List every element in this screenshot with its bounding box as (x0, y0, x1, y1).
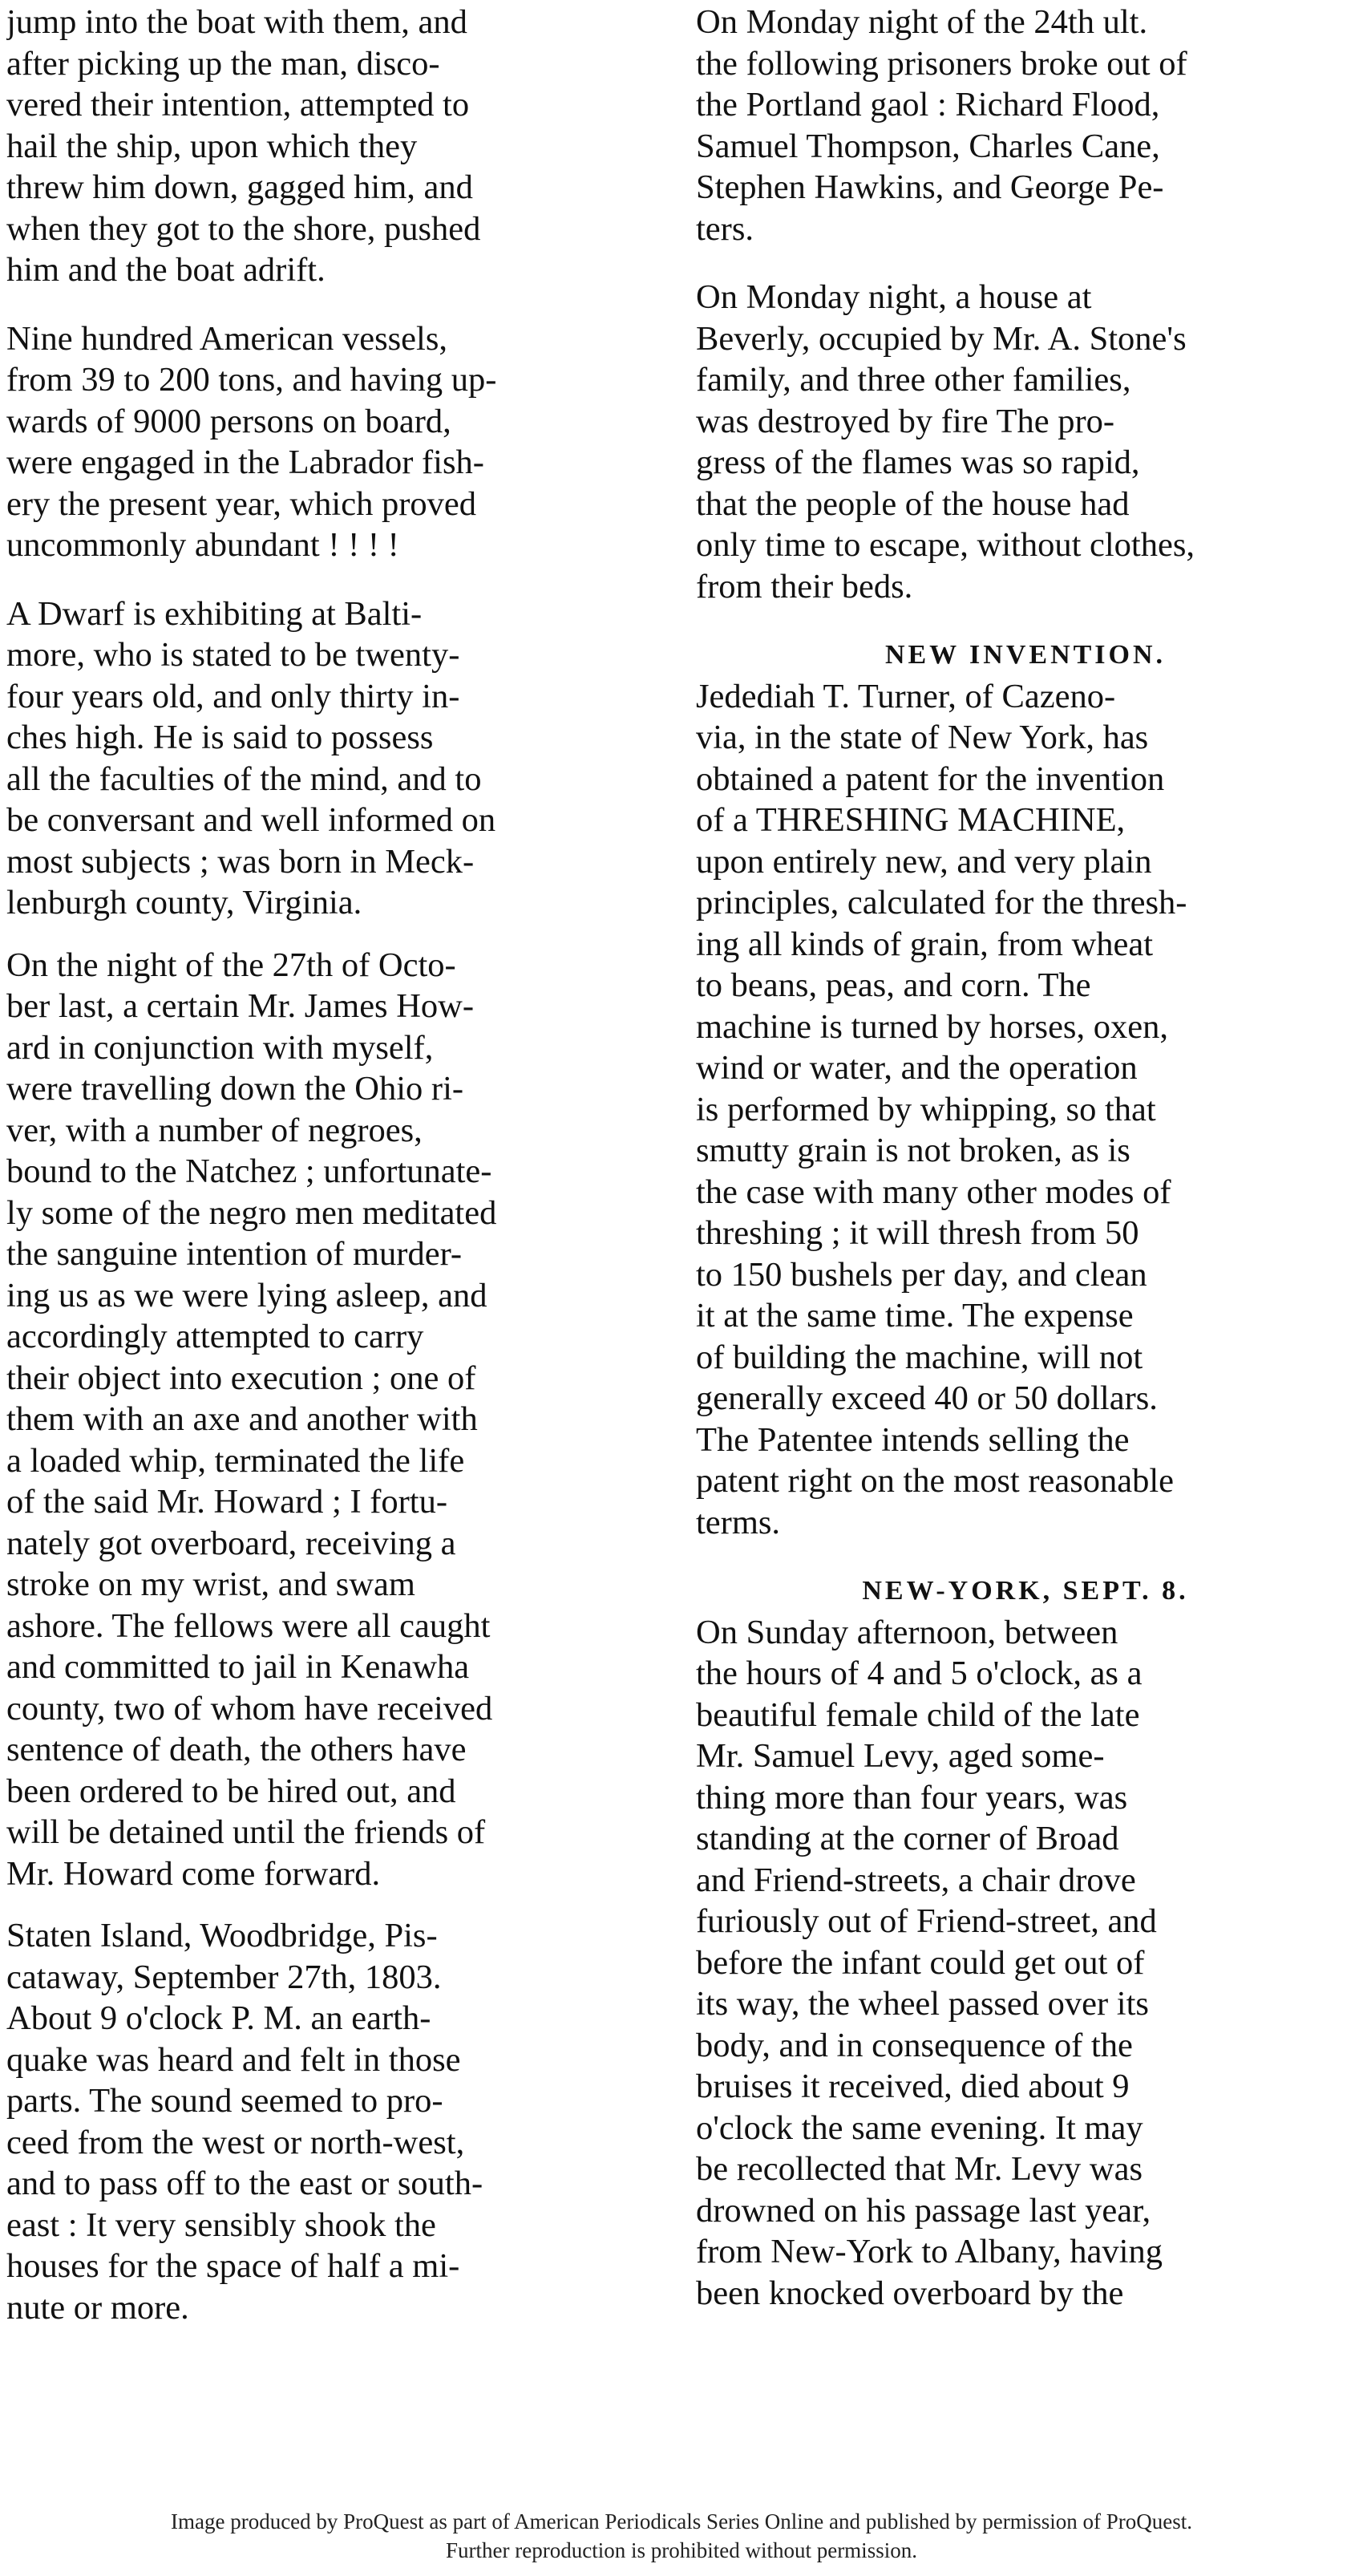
text-line: most subjects ; was born in Meck- (6, 842, 475, 881)
text-line: Samuel Thompson, Charles Cane, (696, 127, 1160, 165)
article-levy-child (696, 1612, 1355, 2315)
text-line: nately got overboard, receiving a (6, 1524, 456, 1562)
text-line: nute or more. (6, 2288, 189, 2327)
text-line: ard in conjunction with myself, (6, 1028, 434, 1067)
text-line: Stephen Hawkins, and George Pe- (696, 168, 1164, 206)
text-line: of a THRESHING MACHINE, (696, 801, 1126, 839)
text-line: The Patentee intends selling the (696, 1420, 1130, 1459)
text-line: ashore. The fellows were all caught (6, 1606, 491, 1645)
text-line: their object into execution ; one of (6, 1359, 476, 1397)
text-line: and Friend-streets, a chair drove (696, 1861, 1136, 1899)
text-line: will be detained until the friends of (6, 1813, 486, 1851)
left-column (6, 2, 665, 2328)
article-portland-gaol (696, 2, 1355, 249)
text-line: sentence of death, the others have (6, 1731, 467, 1768)
text-line: gress of the flames was so rapid, (696, 444, 1140, 481)
text-line: hail the ship, upon which they (6, 127, 418, 165)
text-line: parts. The sound seemed to pro- (6, 2082, 443, 2120)
text-line: family, and three other families, (696, 361, 1131, 399)
text-line: uncommonly abundant ! ! ! ! (6, 526, 399, 564)
article-threshing-machine (696, 676, 1355, 1544)
right-column (696, 2, 1355, 2314)
text-line: the sanguine intention of murder- (6, 1235, 463, 1273)
article-beverly-fire (696, 277, 1355, 607)
text-line: A Dwarf is exhibiting at Balti- (6, 594, 423, 633)
text-line: four years old, and only thirty in- (6, 677, 460, 715)
text-line: be recollected that Mr. Levy was (696, 2150, 1143, 2188)
text-line: bound to the Natchez ; unfortunate- (6, 1152, 492, 1190)
footer-line: Image produced by ProQuest as part of American Periodicals Series Online and published by permission of ProQuest. (171, 2509, 1192, 2533)
text-line: obtained a patent for the invention (696, 759, 1165, 798)
text-line: machine is turned by horses, oxen, (696, 1007, 1168, 1046)
text-line: Beverly, occupied by Mr. A. Stone's (696, 319, 1187, 358)
text-line: of building the machine, will not (696, 1338, 1143, 1376)
text-line: principles, calculated for the thresh- (696, 884, 1187, 921)
text-line: of the said Mr. Howard ; I fortu- (6, 1483, 448, 1521)
text-line: them with an axe and another with (6, 1400, 478, 1438)
text-line: were travelling down the Ohio ri- (6, 1070, 464, 1108)
heading-new-invention: NEW INVENTION. (884, 640, 1167, 670)
text-line: stroke on my wrist, and swam (6, 1565, 415, 1603)
text-line: patent right on the most reasonable (696, 1462, 1175, 1500)
text-line: were engaged in the Labrador fish- (6, 444, 484, 481)
text-line: before the infant could get out of (696, 1943, 1145, 1982)
text-line: via, in the state of New York, has (696, 719, 1149, 756)
text-line: a loaded whip, terminated the life (6, 1441, 465, 1480)
text-line: beautiful female child of the late (696, 1695, 1140, 1734)
text-line: ches high. He is said to possess (6, 719, 434, 756)
text-line: county, two of whom have received (6, 1689, 493, 1727)
text-line: Nine hundred American vessels, (6, 319, 447, 358)
text-line: houses for the space of half a mi- (6, 2247, 460, 2285)
article-boat-escape (6, 2, 665, 291)
text-line: smutty grain is not broken, as is (696, 1132, 1130, 1169)
text-line: On Monday night of the 24th ult. (696, 3, 1148, 41)
text-line: and to pass off to the east or south- (6, 2165, 483, 2202)
article-ohio-river (6, 945, 665, 1895)
text-line: its way, the wheel passed over its (696, 1985, 1149, 2023)
heading-new-york-dateline: NEW-YORK, SEPT. 8. (862, 1576, 1189, 1606)
text-line: him and the boat adrift. (6, 251, 326, 289)
text-line: the case with many other modes of (696, 1173, 1171, 1211)
text-line: bruises it received, died about 9 (696, 2068, 1130, 2105)
text-line: it at the same time. The expense (696, 1297, 1134, 1335)
text-line: after picking up the man, disco- (6, 44, 440, 83)
text-line: cataway, September 27th, 1803. (6, 1958, 442, 1996)
text-line: east : It very sensibly shook the (6, 2205, 436, 2244)
text-line: Staten Island, Woodbridge, Pis- (6, 1917, 438, 1954)
text-line: terms. (696, 1503, 781, 1541)
text-line: quake was heard and felt in those (6, 2040, 461, 2079)
text-line: wind or water, and the operation (696, 1049, 1138, 1087)
text-line: is performed by whipping, so that (696, 1090, 1156, 1128)
text-line: jump into the boat with them, and (6, 3, 467, 41)
text-line: to 150 bushels per day, and clean (696, 1255, 1147, 1294)
text-line: drowned on his passage last year, (696, 2191, 1151, 2230)
text-line: ery the present year, which proved (6, 484, 476, 523)
text-line: On the night of the 27th of Octo- (6, 946, 456, 984)
text-line: only time to escape, without clothes, (696, 526, 1195, 564)
text-line: upon entirely new, and very plain (696, 842, 1152, 881)
text-line: ly some of the negro men meditated (6, 1193, 497, 1232)
text-line: furiously out of Friend-street, and (696, 1902, 1157, 1940)
text-line: lenburgh county, Virginia. (6, 884, 362, 921)
text-line: be conversant and well informed on (6, 801, 496, 839)
text-line: ceed from the west or north-west, (6, 2123, 465, 2161)
text-line: been ordered to be hired out, and (6, 1772, 456, 1810)
text-line: body, and in consequence of the (696, 2026, 1133, 2064)
text-line: Jedediah T. Turner, of Cazeno- (696, 677, 1116, 715)
text-line: to beans, peas, and corn. The (696, 966, 1091, 1004)
proquest-footer (0, 2507, 1363, 2565)
text-line: when they got to the shore, pushed (6, 209, 481, 248)
text-line: from their beds. (696, 567, 913, 606)
text-line: ber last, a certain Mr. James How- (6, 987, 475, 1025)
text-line: wards of 9000 persons on board, (6, 402, 451, 440)
text-line: Mr. Samuel Levy, aged some- (696, 1737, 1105, 1775)
text-line: from New-York to Albany, having (696, 2233, 1163, 2270)
text-line: Mr. Howard come forward. (6, 1854, 381, 1893)
text-line: that the people of the house had (696, 484, 1130, 523)
text-line: and committed to jail in Kenawha (6, 1648, 470, 1686)
text-line: the following prisoners broke out of (696, 44, 1187, 83)
text-line: vered their intention, attempted to (6, 86, 470, 124)
text-line: thing more than four years, was (696, 1778, 1128, 1817)
text-line: On Monday night, a house at (696, 278, 1092, 316)
article-earthquake (6, 1915, 665, 2328)
text-line: all the faculties of the mind, and to (6, 759, 482, 798)
text-line: ters. (696, 209, 754, 248)
text-line: more, who is stated to be twenty- (6, 636, 460, 674)
text-line: About 9 o'clock P. M. an earth- (6, 1999, 431, 2037)
article-labrador-fishery (6, 318, 665, 566)
footer-line: Further reproduction is prohibited without permission. (446, 2538, 917, 2562)
text-line: accordingly attempted to carry (6, 1318, 424, 1355)
text-line: threshing ; it will thresh from 50 (696, 1214, 1139, 1252)
text-line: generally exceed 40 or 50 dollars. (696, 1379, 1158, 1417)
text-line: ing us as we were lying asleep, and (6, 1276, 487, 1314)
text-line: o'clock the same evening. It may (696, 2108, 1143, 2147)
text-line: threw him down, gagged him, and (6, 168, 473, 206)
text-line: from 39 to 200 tons, and having up- (6, 361, 497, 399)
text-line: the hours of 4 and 5 o'clock, as a (696, 1655, 1143, 1692)
text-line: ver, with a number of negroes, (6, 1111, 423, 1149)
text-line: was destroyed by fire The pro- (696, 402, 1115, 440)
text-line: been knocked overboard by the (696, 2274, 1124, 2312)
text-line: the Portland gaol : Richard Flood, (696, 86, 1160, 124)
text-line: ing all kinds of grain, from wheat (696, 925, 1154, 963)
text-line: standing at the corner of Broad (696, 1820, 1119, 1857)
text-line: On Sunday afternoon, between (696, 1613, 1118, 1651)
article-dwarf (6, 593, 665, 924)
